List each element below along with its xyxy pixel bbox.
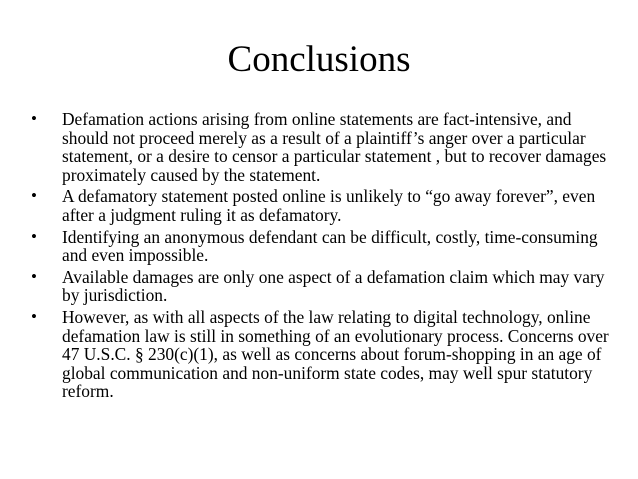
slide-title: Conclusions bbox=[227, 39, 411, 80]
bullet-text: Defamation actions arising from online statements are fact-intensive, and should not proceed merely as a result of a plaintiff’s anger over a particular statement, or a desire to censor a particular statement , but to recover damages proximately caused by the statement. bbox=[62, 109, 607, 185]
bullet-item bbox=[31, 308, 611, 401]
bullet-text: Available damages are only one aspect of a defamation claim which may vary by jurisdiction. bbox=[62, 266, 605, 306]
bullet-list bbox=[31, 110, 611, 404]
bullet-marker: • bbox=[31, 266, 37, 286]
bullet-item bbox=[31, 268, 611, 305]
bullet-marker: • bbox=[31, 226, 37, 246]
bullet-marker: • bbox=[31, 306, 37, 326]
bullet-marker: • bbox=[31, 186, 37, 206]
bullet-text: Identifying an anonymous defendant can be difficult, costly, time-consuming and even impossible. bbox=[62, 226, 598, 266]
bullet-text: However, as with all aspects of the law relating to digital technology, online defamation law is still in something of an evolutionary process. Concerns over 47 U.S.C. § 230(c)(1), as well as concerns about forum-shopping in an age of global communication and non-uniform state codes, may well spur statutory reform. bbox=[62, 306, 609, 402]
bullet-marker: • bbox=[31, 109, 37, 128]
bullet-item bbox=[31, 187, 611, 224]
bullet-text: A defamatory statement posted online is unlikely to “go away forever”, even after a judgment ruling it as defamatory. bbox=[62, 186, 596, 225]
bullet-item bbox=[31, 110, 611, 184]
bullet-item bbox=[31, 228, 611, 265]
